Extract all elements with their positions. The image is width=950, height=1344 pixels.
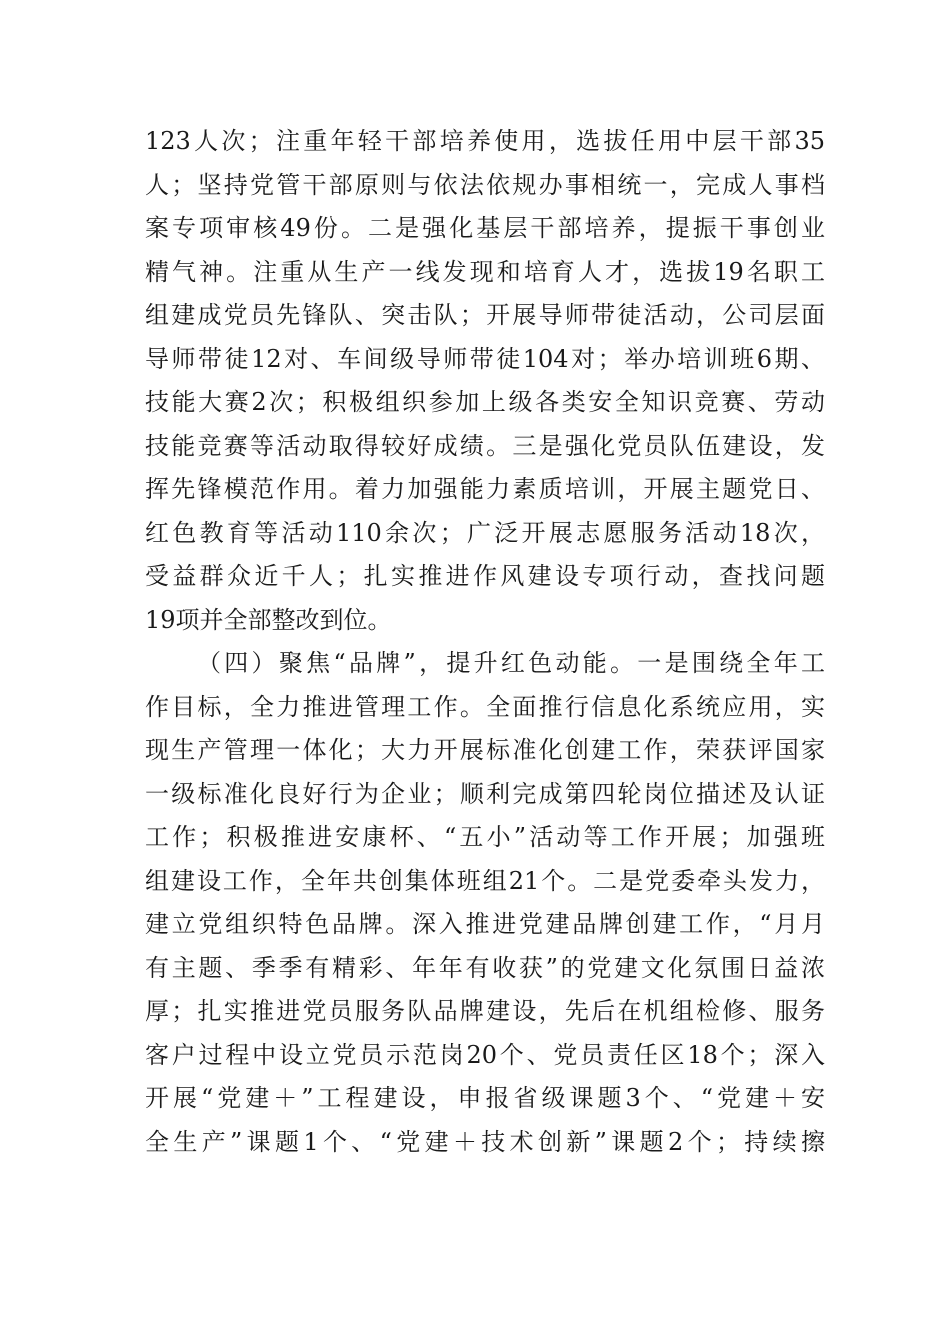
text-line: 人；坚持党管干部原则与依法依规办事相统一，完成人事档: [145, 170, 825, 199]
text-line: 红色教育等活动110余次；广泛开展志愿服务活动18次，: [145, 518, 825, 547]
text-line: 全生产”课题1个、“党建＋技术创新”课题2个；持续擦: [145, 1127, 825, 1156]
text-line: 受益群众近千人；扎实推进作风建设专项行动，查找问题: [145, 562, 825, 590]
text-line: 技能竞赛等活动取得较好成绩。三是强化党员队伍建设，发: [145, 431, 825, 460]
text-line: 案专项审核49份。二是强化基层干部培养，提振干事创业: [145, 214, 825, 242]
text-line: 客户过程中设立党员示范岗20个、党员责任区18个；深入: [145, 1040, 825, 1069]
body-text: [145, 120, 825, 1164]
text-line: 19项并全部整改到位。: [145, 605, 392, 634]
text-line: 厚；扎实推进党员服务队品牌建设，先后在机组检修、服务: [145, 997, 825, 1025]
text-line: 有主题、季季有精彩、年年有收获”的党建文化氛围日益浓: [145, 953, 825, 982]
text-line: 现生产管理一体化；大力开展标准化创建工作，荣获评国家: [145, 736, 825, 764]
text-line: 技能大赛2次；积极组织参加上级各类安全知识竞赛、劳动: [145, 388, 825, 416]
text-line: 精气神。注重从生产一线发现和培育人才，选拔19名职工: [145, 257, 825, 286]
text-line: 开展“党建＋”工程建设，申报省级课题3个、“党建＋安: [145, 1084, 825, 1112]
text-line: 123人次；注重年轻干部培养使用，选拔任用中层干部35: [145, 127, 825, 155]
text-line: 组建成党员先锋队、突击队；开展导师带徒活动，公司层面: [145, 301, 825, 329]
text-line: 导师带徒12对、车间级导师带徒104对；举办培训班6期、: [145, 344, 825, 373]
text-line: 挥先锋模范作用。着力加强能力素质培训，开展主题党日、: [145, 475, 825, 503]
section-heading-line: （四）聚焦“品牌”，提升红色动能。一是围绕全年工: [197, 649, 825, 677]
text-line: 组建设工作，全年共创集体班组21个。二是党委牵头发力，: [145, 866, 825, 895]
text-line: 一级标准化良好行为企业；顺利完成第四轮岗位描述及认证: [145, 779, 825, 808]
text-line: 作目标，全力推进管理工作。全面推行信息化系统应用，实: [145, 692, 825, 721]
text-line: 建立党组织特色品牌。深入推进党建品牌创建工作，“月月: [145, 910, 825, 938]
text-line: 工作；积极推进安康杯、“五小”活动等工作开展；加强班: [145, 823, 825, 851]
